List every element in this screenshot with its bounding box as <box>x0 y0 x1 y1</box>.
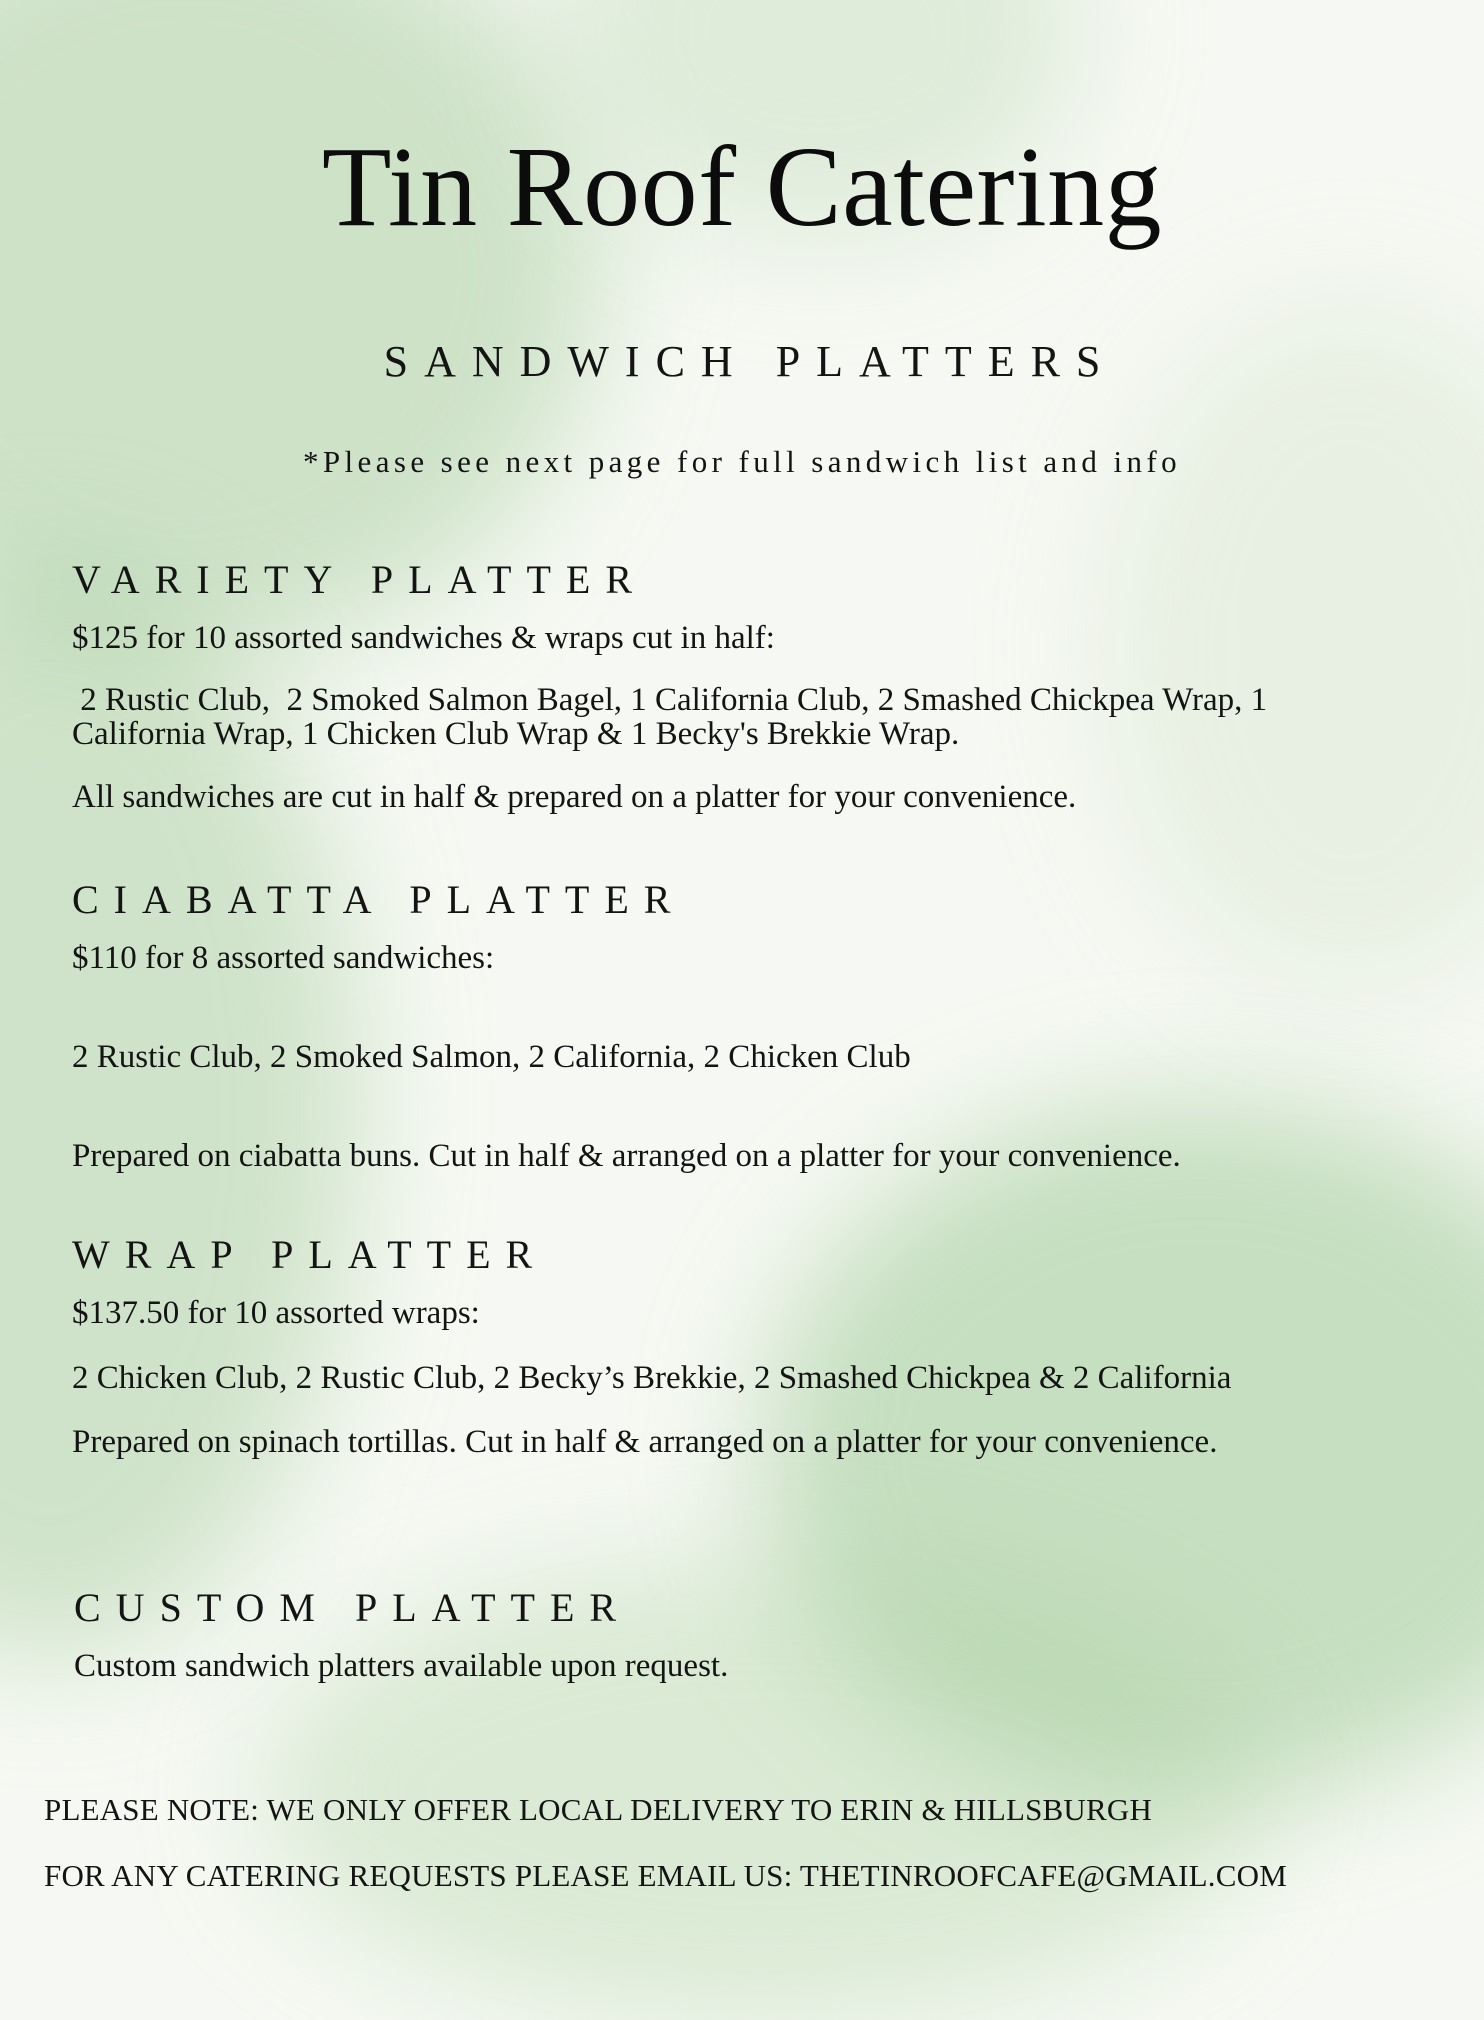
section-details: Prepared on ciabatta buns. Cut in half & arranged on a platter for your convenience. <box>72 1138 1181 1174</box>
variety-platter-section <box>72 557 1412 815</box>
email-note: FOR ANY CATERING REQUESTS PLEASE EMAIL US: THETINROOFCAFE@GMAIL.COM <box>44 1858 1287 1893</box>
delivery-note: PLEASE NOTE: WE ONLY OFFER LOCAL DELIVERY TO ERIN & HILLSBURGH <box>44 1792 1153 1827</box>
section-details: Prepared on spinach tortillas. Cut in half & arranged on a platter for your convenience. <box>72 1424 1218 1460</box>
section-details: Custom sandwich platters available upon request. <box>74 1648 729 1684</box>
page-title: Tin Roof Catering <box>321 123 1163 250</box>
ciabatta-platter-section <box>72 877 1412 1174</box>
section-price: $110 for 8 assorted sandwiches: <box>72 940 495 976</box>
section-details: All sandwiches are cut in half & prepared on a platter for your convenience. <box>72 779 1077 815</box>
section-price: $125 for 10 assorted sandwiches & wraps cut in half: <box>72 620 775 656</box>
section-items: 2 Rustic Club, 2 Smoked Salmon Bagel, 1 California Club, 2 Smashed Chickpea Wrap, 1 California Wrap, 1 Chicken Club Wrap & 1 Becky's Brekkie Wrap. <box>72 682 1276 752</box>
section-items: 2 Chicken Club, 2 Rustic Club, 2 Becky’s Brekkie, 2 Smashed Chickpea & 2 California <box>72 1360 1232 1396</box>
section-price: $137.50 for 10 assorted wraps: <box>72 1295 480 1331</box>
section-heading: VARIETY PLATTER <box>72 557 647 602</box>
section-heading: WRAP PLATTER <box>72 1232 548 1277</box>
section-heading: CIABATTA PLATTER <box>72 877 686 922</box>
custom-platter-section <box>74 1585 1414 1684</box>
section-items: 2 Rustic Club, 2 Smoked Salmon, 2 California, 2 Chicken Club <box>72 1039 911 1075</box>
wrap-platter-section <box>72 1232 1412 1460</box>
page-note: *Please see next page for full sandwich list and info <box>303 444 1181 479</box>
section-heading: CUSTOM PLATTER <box>74 1585 632 1630</box>
page-subtitle: SANDWICH PLATTERS <box>383 337 1117 386</box>
